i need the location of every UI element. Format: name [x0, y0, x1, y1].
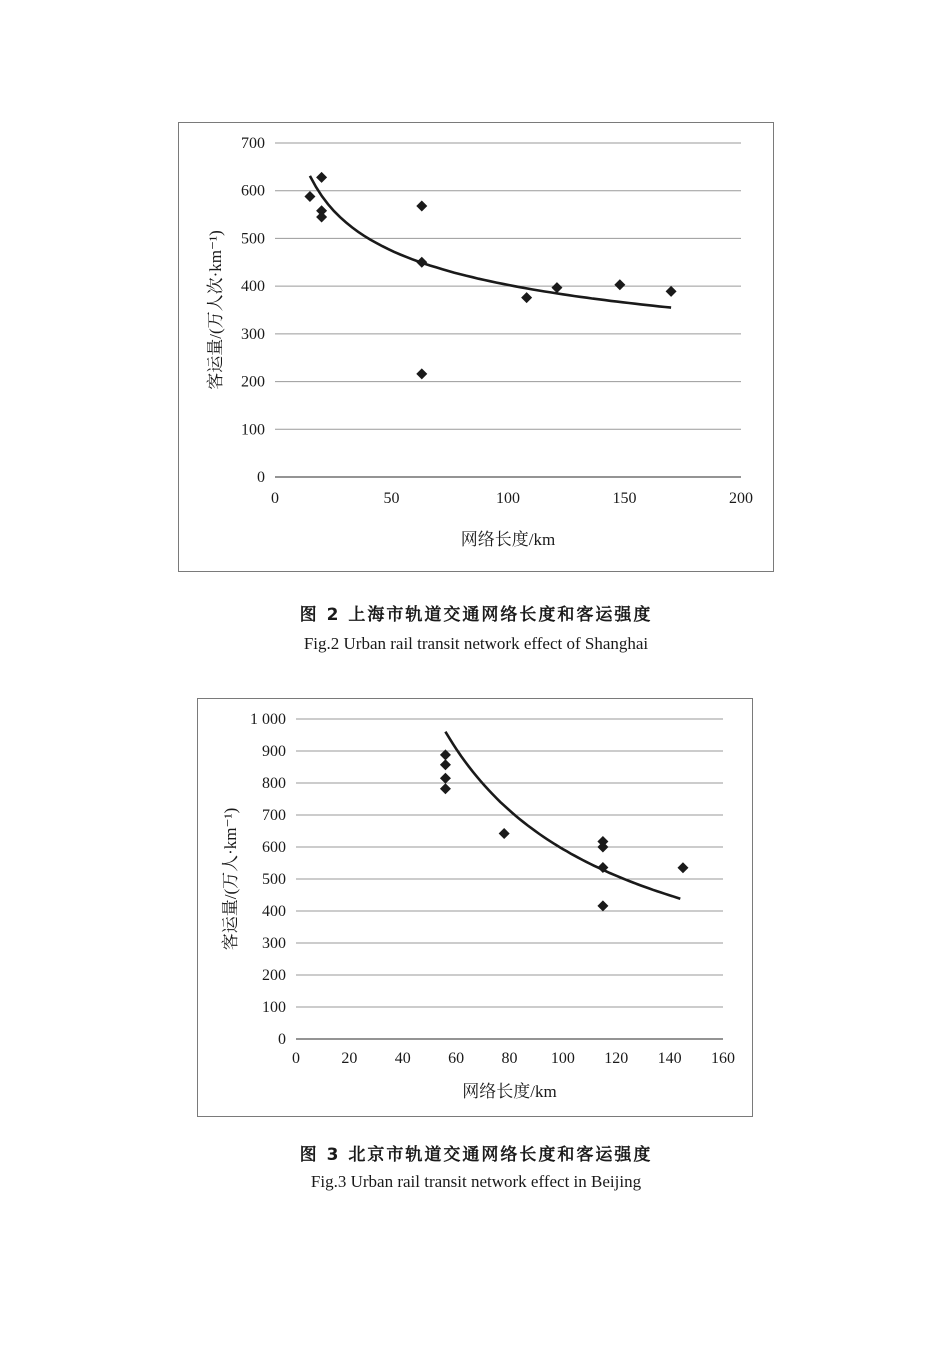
fig2-x-tick-label: 50 — [383, 490, 400, 507]
fig2-data-point — [416, 200, 427, 211]
fig3-x-tick-label: 160 — [711, 1050, 735, 1067]
fig2-y-tick-label: 700 — [241, 135, 265, 152]
fig3-x-tick-label: 100 — [550, 1050, 575, 1067]
fig2-caption-chinese: 图 2 上海市轨道交通网络长度和客运强度 — [299, 605, 653, 625]
fig2-y-tick-label: 200 — [241, 373, 265, 391]
fig2-data-point — [416, 257, 427, 268]
fig2-data-point — [614, 279, 625, 290]
fig3-y-tick-label: 400 — [262, 903, 286, 920]
fig3-y-tick-label: 300 — [262, 935, 286, 952]
fig3-y-tick-label: 700 — [262, 807, 286, 824]
fig3-data-point — [440, 759, 451, 770]
fig2-y-tick-label: 600 — [241, 182, 265, 200]
fig3-data-point — [677, 862, 688, 873]
fig3-chart — [197, 698, 753, 1117]
fig3-y-tick-label: 200 — [262, 967, 286, 984]
fig3-data-point — [440, 783, 451, 794]
fig2-chart — [178, 122, 774, 572]
fig2-data-point — [316, 211, 327, 222]
fig3-y-tick-label: 500 — [262, 871, 286, 888]
fig3-x-tick-label: 0 — [292, 1050, 300, 1067]
fig2-data-point — [304, 191, 315, 202]
fig2-y-tick-label: 500 — [241, 230, 265, 248]
fig3-plot — [198, 699, 754, 1118]
fig2-data-point — [551, 282, 562, 293]
fig3-x-tick-label: 60 — [448, 1050, 465, 1067]
fig2-y-tick-label: 300 — [241, 325, 265, 343]
fig2-caption-english: Fig.2 Urban rail transit network effect of Shanghai — [303, 634, 649, 653]
fig2-data-point — [521, 292, 532, 303]
fig2-plot — [179, 123, 775, 573]
fig3-x-tick-label: 40 — [394, 1050, 411, 1067]
fig3-y-tick-label: 0 — [278, 1031, 286, 1048]
fig3-data-point — [597, 900, 608, 911]
fig2-x-tick-label: 0 — [271, 490, 279, 507]
fig2-data-point — [416, 368, 427, 379]
fig3-data-point — [499, 828, 510, 839]
fig2-y-tick-label: 100 — [241, 421, 265, 439]
fig2-y-tick-label: 0 — [257, 469, 265, 486]
fig2-x-axis-label: 网络长度/km — [460, 530, 556, 549]
fig3-y-tick-label: 1 000 — [250, 711, 286, 728]
fig3-x-axis-label: 网络长度/km — [462, 1082, 557, 1101]
fig3-x-tick-label: 140 — [657, 1050, 682, 1067]
fig3-y-axis-label: 客运量/(万人·km⁻¹) — [221, 807, 240, 951]
fig3-x-tick-label: 20 — [341, 1050, 358, 1067]
fig2-y-tick-label: 400 — [241, 278, 265, 296]
fig3-y-tick-label: 100 — [262, 999, 286, 1016]
fig3-caption-english: Fig.3 Urban rail transit network effect in Beijing — [310, 1172, 642, 1191]
fig3-y-tick-label: 600 — [262, 839, 286, 856]
fig3-caption-chinese: 图 3 北京市轨道交通网络长度和客运强度 — [299, 1145, 653, 1165]
fig2-data-point — [666, 286, 677, 297]
fig2-y-axis-label: 客运量/(万人次·km⁻¹) — [206, 230, 225, 390]
fig3-y-tick-label: 800 — [262, 775, 286, 792]
fig2-x-tick-label: 100 — [496, 490, 520, 507]
fig3-data-point — [440, 773, 451, 784]
fig2-data-point — [316, 172, 327, 183]
fig2-trend-line — [310, 176, 671, 308]
fig2-x-tick-label: 200 — [729, 490, 753, 507]
fig3-x-tick-label: 80 — [501, 1050, 518, 1067]
fig3-x-tick-label: 120 — [604, 1050, 629, 1067]
fig2-x-tick-label: 150 — [612, 490, 637, 507]
fig3-y-tick-label: 900 — [262, 743, 286, 760]
